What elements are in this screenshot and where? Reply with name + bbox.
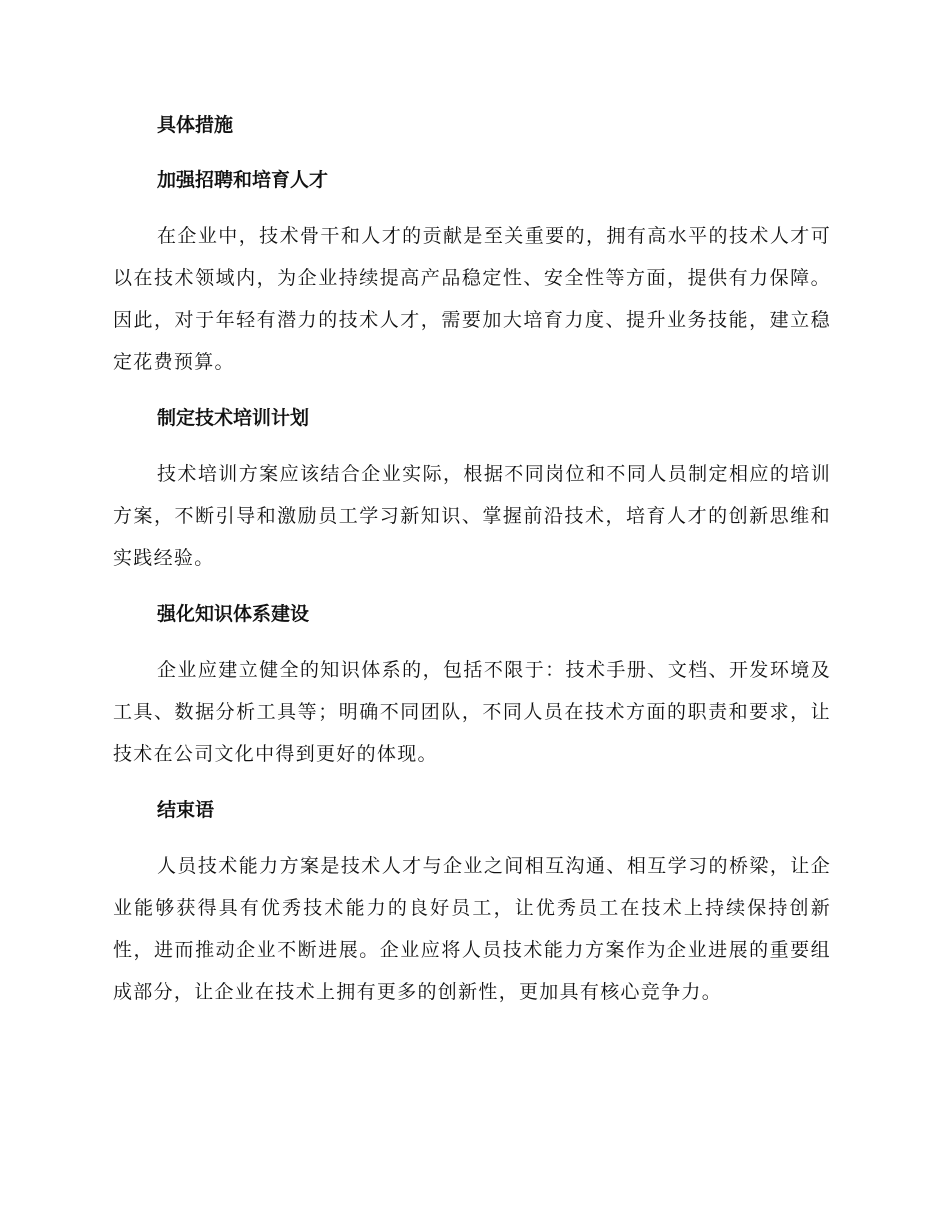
paragraph-training: 技术培训方案应该结合企业实际，根据不同岗位和不同人员制定相应的培训方案，不断引导和激励员工学习新知识、掌握前沿技术，培育人才的创新思维和实践经验。 xyxy=(113,463,831,569)
paragraph-knowledge: 企业应建立健全的知识体系的，包括不限于：技术手册、文档、开发环境及工具、数据分析工具等；明确不同团队，不同人员在技术方面的职责和要求，让技术在公司文化中得到更好的体现。 xyxy=(113,659,831,765)
heading-talent: 加强招聘和培育人才 xyxy=(157,169,329,191)
section-title: 具体措施 xyxy=(157,114,234,136)
paragraph-conclusion: 人员技术能力方案是技术人才与企业之间相互沟通、相互学习的桥梁，让企业能够获得具有优秀技术能力的良好员工，让优秀员工在技术上持续保持创新性，进而推动企业不断进展。企业应将人员技术能力方案作为企业进展的重要组成部分，让企业在技术上拥有更多的创新性，更加具有核心竞争力。 xyxy=(113,855,831,1003)
document-page xyxy=(113,106,831,1029)
heading-training: 制定技术培训计划 xyxy=(157,407,310,429)
paragraph-talent: 在企业中，技术骨干和人才的贡献是至关重要的，拥有高水平的技术人才可以在技术领域内，为企业持续提高产品稳定性、安全性等方面，提供有力保障。因此，对于年轻有潜力的技术人才，需要加大培育力度、提升业务技能，建立稳定花费预算。 xyxy=(113,225,831,373)
heading-knowledge: 强化知识体系建设 xyxy=(157,603,310,625)
heading-conclusion: 结束语 xyxy=(157,799,215,821)
